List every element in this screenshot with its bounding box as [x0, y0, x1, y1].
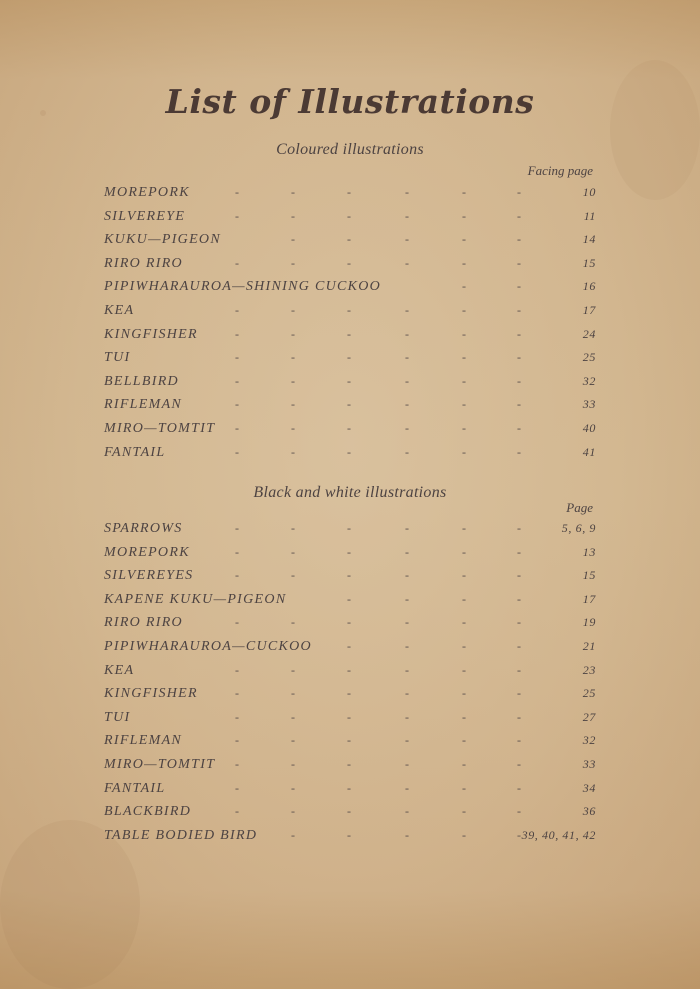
list-item — [104, 729, 596, 753]
leader-dash: - — [347, 804, 351, 819]
leader-dash: - — [405, 255, 409, 270]
page-number: 36 — [582, 804, 596, 819]
leader-dash: - — [347, 255, 351, 270]
leader-dash: - — [347, 397, 351, 412]
leader-dash: - — [405, 373, 409, 388]
leader-dash: - — [235, 420, 239, 435]
leader-dash: - — [517, 326, 521, 341]
list-item — [104, 252, 596, 276]
leader-dash: - — [405, 544, 409, 559]
list-item — [104, 205, 596, 229]
page-number: 23 — [582, 662, 596, 677]
list-item — [104, 682, 596, 706]
leader-dash: - — [291, 326, 295, 341]
list-item — [104, 299, 596, 323]
leader-dash: - — [462, 397, 466, 412]
page-number: 25 — [582, 350, 596, 365]
leader-dash: - — [405, 420, 409, 435]
leader-dash: - — [291, 208, 295, 223]
list-item — [104, 441, 596, 465]
leader-dash: - — [517, 397, 521, 412]
list-item — [104, 417, 596, 441]
leader-dash: - — [517, 208, 521, 223]
leader-dash: - — [235, 709, 239, 724]
leader-dash: - — [291, 780, 295, 795]
leader-dash: - — [347, 733, 351, 748]
leader-dash: - — [235, 350, 239, 365]
leader-dash: - — [517, 827, 521, 842]
leader-dash: - — [405, 302, 409, 317]
leader-dash: - — [347, 827, 351, 842]
leader-dash: - — [405, 662, 409, 677]
leader-dash: - — [291, 255, 295, 270]
leader-dash: - — [517, 232, 521, 247]
leader-dash: - — [517, 420, 521, 435]
leader-dash: - — [517, 615, 521, 630]
leader-dash: - — [517, 279, 521, 294]
list-item — [104, 706, 596, 730]
illustration-name: SILVEREYE — [104, 208, 186, 224]
list-item — [104, 517, 596, 541]
leader-dash: - — [291, 521, 295, 535]
leader-dash: - — [462, 780, 466, 795]
leader-dash: - — [405, 350, 409, 365]
page-number: 16 — [582, 279, 596, 294]
leader-dash: - — [235, 756, 239, 771]
leader-dash: - — [462, 568, 466, 583]
page-number: 39, 40, 41, 42 — [521, 827, 596, 842]
black-white-heading: Black and white illustrations — [253, 484, 447, 501]
list-item — [104, 659, 596, 683]
leader-dash: - — [462, 709, 466, 724]
leader-dash: - — [347, 662, 351, 677]
leader-dash: - — [291, 373, 295, 388]
leader-dash: - — [517, 804, 521, 819]
list-item — [104, 541, 596, 565]
leader-dash: - — [405, 208, 409, 223]
leader-dash: - — [462, 686, 466, 701]
leader-dash: - — [462, 662, 466, 677]
leader-dash: - — [462, 521, 466, 535]
illustration-name: MIRO—TOMTIT — [104, 420, 216, 436]
page-number: 10 — [582, 185, 596, 199]
leader-dash: - — [517, 373, 521, 388]
leader-dash: - — [462, 255, 466, 270]
leader-dash: - — [462, 638, 466, 653]
page-number: 13 — [582, 544, 596, 559]
leader-dash: - — [291, 350, 295, 365]
list-item — [104, 635, 596, 659]
list-item — [104, 323, 596, 347]
leader-dash: - — [462, 350, 466, 365]
page-number: 25 — [582, 686, 596, 701]
leader-dash: - — [517, 544, 521, 559]
leader-dash: - — [517, 686, 521, 701]
leader-dash: - — [462, 326, 466, 341]
illustration-name: KUKU—PIGEON — [104, 232, 221, 248]
leader-dash: - — [405, 185, 409, 199]
page-number: 33 — [582, 756, 596, 771]
leader-dash: - — [462, 615, 466, 630]
list-item — [104, 800, 596, 824]
paper-stain — [610, 60, 700, 200]
leader-dash: - — [347, 326, 351, 341]
leader-dash: - — [517, 350, 521, 365]
leader-dash: - — [462, 185, 466, 199]
leader-dash: - — [462, 232, 466, 247]
illustration-name: SILVEREYES — [104, 568, 194, 584]
leader-dash: - — [405, 780, 409, 795]
leader-dash: - — [405, 804, 409, 819]
page-number: 34 — [582, 780, 596, 795]
leader-dash: - — [347, 350, 351, 365]
leader-dash: - — [235, 208, 239, 223]
leader-dash: - — [347, 591, 351, 606]
leader-dash: - — [347, 544, 351, 559]
page-number: 5, 6, 9 — [561, 521, 596, 535]
leader-dash: - — [462, 373, 466, 388]
page-number: 24 — [582, 326, 596, 341]
list-item — [104, 777, 596, 801]
list-item — [104, 370, 596, 394]
leader-dash: - — [291, 420, 295, 435]
leader-dash: - — [291, 185, 295, 199]
leader-dash: - — [405, 709, 409, 724]
facing-page-label: Facing page — [527, 163, 593, 178]
page-number: 17 — [582, 302, 596, 317]
illustration-name: RIFLEMAN — [104, 397, 183, 413]
leader-dash: - — [235, 373, 239, 388]
illustration-name: FANTAIL — [104, 780, 166, 796]
leader-dash: - — [405, 638, 409, 653]
leader-dash: - — [347, 521, 351, 535]
leader-dash: - — [517, 591, 521, 606]
leader-dash: - — [462, 827, 466, 842]
leader-dash: - — [291, 733, 295, 748]
leader-dash: - — [291, 568, 295, 583]
leader-dash: - — [517, 780, 521, 795]
page-number: 33 — [582, 397, 596, 412]
leader-dash: - — [291, 662, 295, 677]
leader-dash: - — [405, 326, 409, 341]
illustration-name: TUI — [104, 350, 131, 366]
leader-dash: - — [347, 568, 351, 583]
illustration-name: RIRO RIRO — [104, 615, 183, 631]
page-number: 11 — [583, 208, 596, 223]
illustration-name: SPARROWS — [104, 521, 183, 536]
leader-dash: - — [517, 185, 521, 199]
page-number: 32 — [582, 373, 596, 388]
illustration-name: KEA — [104, 302, 135, 318]
list-item — [104, 753, 596, 777]
leader-dash: - — [405, 397, 409, 412]
leader-dash: - — [462, 756, 466, 771]
list-item — [104, 824, 596, 848]
leader-dash: - — [235, 326, 239, 341]
illustration-name: KINGFISHER — [104, 686, 198, 702]
page-number: 21 — [582, 638, 596, 653]
leader-dash: - — [462, 544, 466, 559]
leader-dash: - — [347, 420, 351, 435]
leader-dash: - — [291, 544, 295, 559]
leader-dash: - — [347, 444, 351, 459]
leader-dash: - — [291, 827, 295, 842]
illustration-name: PIPIWHARAUROA—CUCKOO — [104, 638, 312, 654]
page-number: 19 — [582, 615, 596, 630]
leader-dash: - — [517, 568, 521, 583]
leader-dash: - — [291, 686, 295, 701]
list-item — [104, 181, 596, 205]
leader-dash: - — [405, 686, 409, 701]
leader-dash: - — [347, 756, 351, 771]
illustration-name: FANTAIL — [104, 444, 166, 460]
illustration-name: MOREPORK — [104, 185, 190, 200]
leader-dash: - — [347, 686, 351, 701]
leader-dash: - — [405, 444, 409, 459]
leader-dash: - — [235, 568, 239, 583]
leader-dash: - — [405, 521, 409, 535]
leader-dash: - — [517, 662, 521, 677]
list-item — [104, 346, 596, 370]
page-number: 15 — [582, 568, 596, 583]
black-white-list — [104, 517, 596, 847]
leader-dash: - — [291, 397, 295, 412]
page-number: 27 — [582, 709, 596, 724]
leader-dash: - — [235, 804, 239, 819]
illustration-name: MIRO—TOMTIT — [104, 756, 216, 772]
page-number: 41 — [582, 444, 596, 459]
leader-dash: - — [405, 615, 409, 630]
list-item — [104, 564, 596, 588]
page-title: List of Illustrations — [165, 82, 535, 121]
leader-dash: - — [347, 638, 351, 653]
list-item — [104, 228, 596, 252]
leader-dash: - — [517, 733, 521, 748]
leader-dash: - — [291, 804, 295, 819]
page-number: 14 — [582, 232, 596, 247]
leader-dash: - — [405, 733, 409, 748]
illustration-name: TUI — [104, 709, 131, 725]
leader-dash: - — [347, 208, 351, 223]
leader-dash: - — [235, 185, 239, 199]
illustration-name: BELLBIRD — [104, 373, 179, 389]
illustration-name: PIPIWHARAUROA—SHINING CUCKOO — [104, 279, 382, 295]
leader-dash: - — [517, 302, 521, 317]
leader-dash: - — [462, 302, 466, 317]
illustration-name: KINGFISHER — [104, 326, 198, 342]
leader-dash: - — [235, 521, 239, 535]
leader-dash: - — [235, 544, 239, 559]
leader-dash: - — [235, 615, 239, 630]
leader-dash: - — [235, 397, 239, 412]
leader-dash: - — [517, 709, 521, 724]
illustration-name: TABLE BODIED BIRD — [104, 827, 258, 843]
list-item — [104, 611, 596, 635]
coloured-list — [104, 181, 596, 464]
leader-dash: - — [347, 302, 351, 317]
illustration-name: KEA — [104, 662, 135, 678]
leader-dash: - — [405, 827, 409, 842]
leader-dash: - — [347, 709, 351, 724]
leader-dash: - — [462, 444, 466, 459]
leader-dash: - — [347, 373, 351, 388]
leader-dash: - — [235, 780, 239, 795]
leader-dash: - — [235, 686, 239, 701]
page-number: 40 — [582, 420, 596, 435]
illustration-name: RIRO RIRO — [104, 255, 183, 271]
leader-dash: - — [291, 302, 295, 317]
leader-dash: - — [517, 255, 521, 270]
leader-dash: - — [291, 444, 295, 459]
leader-dash: - — [347, 232, 351, 247]
leader-dash: - — [235, 662, 239, 677]
illustration-name: BLACKBIRD — [104, 804, 192, 820]
leader-dash: - — [235, 302, 239, 317]
leader-dash: - — [235, 255, 239, 270]
list-item — [104, 275, 596, 299]
leader-dash: - — [462, 208, 466, 223]
illustration-name: RIFLEMAN — [104, 733, 183, 749]
leader-dash: - — [405, 568, 409, 583]
leader-dash: - — [517, 638, 521, 653]
leader-dash: - — [347, 780, 351, 795]
page-label: Page — [566, 500, 593, 515]
illustration-name: KAPENE KUKU—PIGEON — [104, 591, 287, 607]
leader-dash: - — [405, 756, 409, 771]
leader-dash: - — [462, 804, 466, 819]
list-item — [104, 588, 596, 612]
coloured-heading: Coloured illustrations — [276, 141, 424, 158]
leader-dash: - — [517, 756, 521, 771]
list-item — [104, 393, 596, 417]
leader-dash: - — [405, 232, 409, 247]
page-number: 15 — [582, 255, 596, 270]
leader-dash: - — [462, 279, 466, 294]
leader-dash: - — [291, 756, 295, 771]
leader-dash: - — [291, 232, 295, 247]
leader-dash: - — [405, 591, 409, 606]
leader-dash: - — [347, 185, 351, 199]
leader-dash: - — [291, 709, 295, 724]
leader-dash: - — [347, 615, 351, 630]
leader-dash: - — [291, 615, 295, 630]
leader-dash: - — [462, 420, 466, 435]
leader-dash: - — [517, 444, 521, 459]
leader-dash: - — [462, 591, 466, 606]
page-number: 17 — [582, 591, 596, 606]
leader-dash: - — [235, 444, 239, 459]
leader-dash: - — [517, 521, 521, 535]
leader-dash: - — [462, 733, 466, 748]
page-number: 32 — [582, 733, 596, 748]
leader-dash: - — [235, 733, 239, 748]
illustration-name: MOREPORK — [104, 544, 190, 560]
